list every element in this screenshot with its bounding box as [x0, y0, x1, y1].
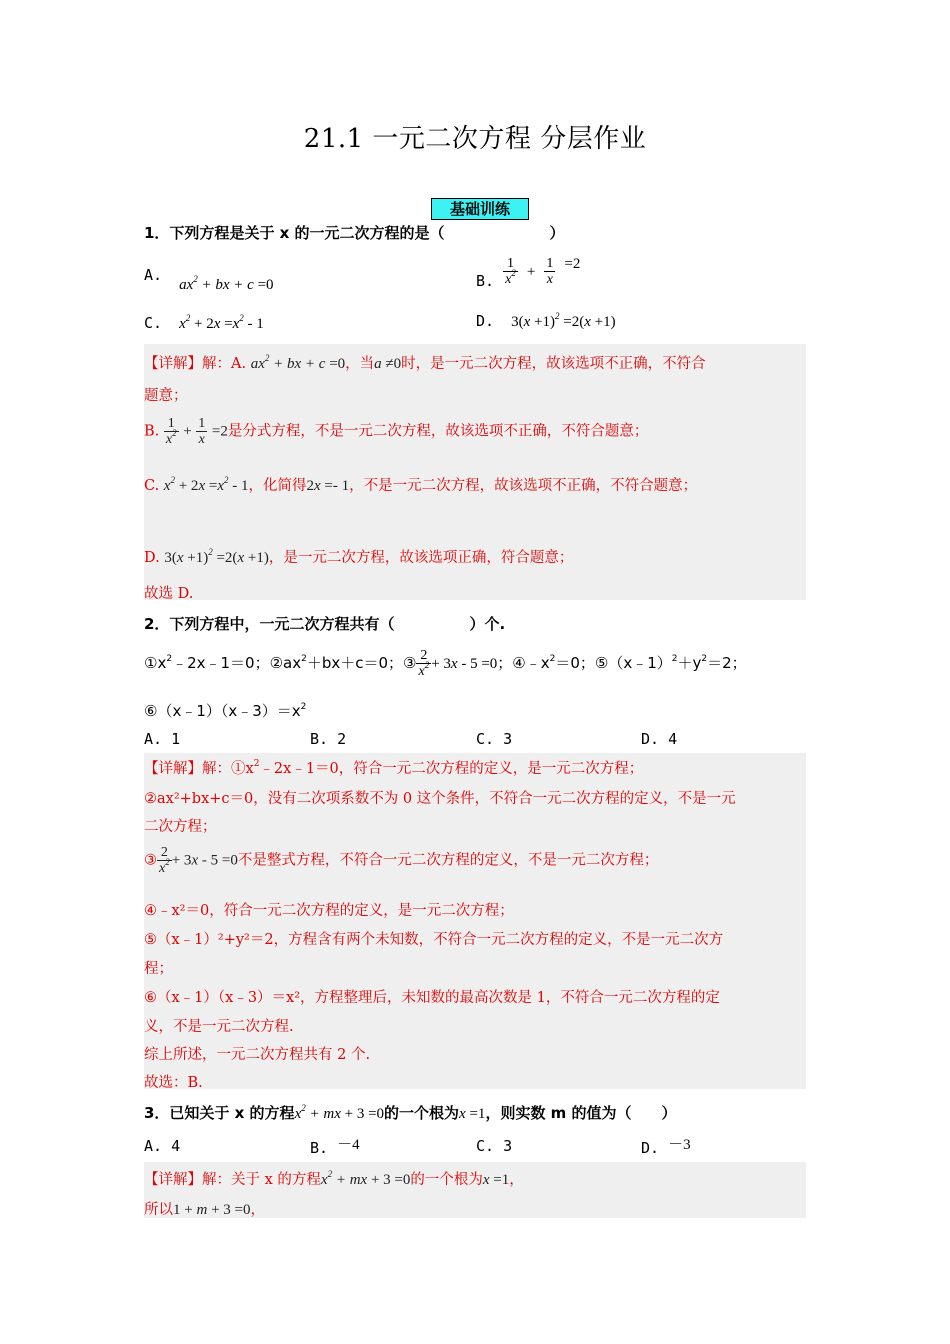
q3-option-d: D. －3 [641, 1137, 691, 1157]
q2-answer-box: 【详解】解：$①x^2﹣2x﹣1=0$，符合一元二次方程的定义，是一元二次方程； ②ax²+bx+c＝0，没有二次项系数不为 0 这个条件，不符合一元二次方程的定义，不是一元 二次方程； ③ $\frac{2}{x^2}$ + 3x - 5 =0不是整式方程，不符合一元二次方程的定义，不是一元二次方程； ④﹣x²＝0，符合一元二次方程的定义，是一元二次方程； ⑤（x﹣1）²+y²＝2，方程含有两个未知数，不符合一元二次方程的定义，不是一元二次方 程； ⑥（x﹣1）（x﹣3）＝x²，方程整理后，未知数的最高次数是 1，不符合一元二次方程的定 义，不是一元二次方程. 综上所述，一元二次方程共有 2 个. 故选：B. [144, 753, 806, 1089]
section-badge: 基础训练 [431, 198, 529, 220]
q3-option-a: A. 4 [144, 1137, 181, 1155]
question-2-stem: 2．下列方程中，一元二次方程共有（ ）个. [144, 615, 506, 633]
question-2-equations: $①x^2﹣2x﹣1=0$；$②ax^2+bx+c=0$；③ $\frac{2}{x^2}$ + 3x - 5 =0；$④﹣x^2=0$；$⑤(x﹣1)^2+y^2=2$； [144, 648, 747, 679]
question-1-stem: 1．下列方程是关于 x 的一元二次方程的是（ ） [144, 224, 565, 242]
page-title: 21.1 一元二次方程 分层作业 [303, 124, 647, 154]
q2-option-c: C. 3 [476, 730, 513, 748]
q2-option-d: D. 4 [641, 730, 678, 748]
q1-option-c: C. $x^2 + 2x =x^2 - 1$ [144, 313, 264, 332]
q2-option-b: B. 2 [310, 730, 347, 748]
q1-answer-box: 【详解】解：A. $ax^2$ + bx + c =0，当a ≠0时，是一元二次方程，故该选项不正确，不符合 题意； B. $\frac{1}{x^2}$ + $\frac{1}{x}$ =2是分式方程，不是一元二次方程，故该选项不正确，不符合题意； C. $x^2 + 2x =x^2 - 1$，化简得2x =- 1，不是一元二次方程，故该选项不正确，不符合题意； D. $3(x +1)^2 =2(x +1)$，是一元二次方程，故该选项正确，符合题意； 故选 D. [144, 344, 806, 600]
question-2-equation-6: $⑥(x﹣1)(x﹣3)=x^2$ [144, 702, 307, 720]
q3-option-b: B. －4 [310, 1137, 360, 1157]
q3-answer-box: 【详解】解：关于 x 的方程$x^2$ + mx + 3 =0的一个根为x =1， 所以1 + m + 3 =0， [144, 1162, 806, 1218]
q1-option-a: A. $ax^2$ + bx + c =0 [144, 266, 274, 293]
q1-option-b: B. $\frac{1}{x^2}$ + $\frac{1}{x}$ =2 [476, 256, 581, 290]
q3-option-c: C. 3 [476, 1137, 513, 1155]
q2-option-a: A. 1 [144, 730, 181, 748]
question-3-stem: 3．已知关于 x 的方程$x^2$ + mx + 3 =0的一个根为x =1，则实数 m 的值为（ ） [144, 1103, 677, 1122]
q1-option-d: D. $3(x +1)^2 =2(x +1)$ [476, 311, 616, 330]
